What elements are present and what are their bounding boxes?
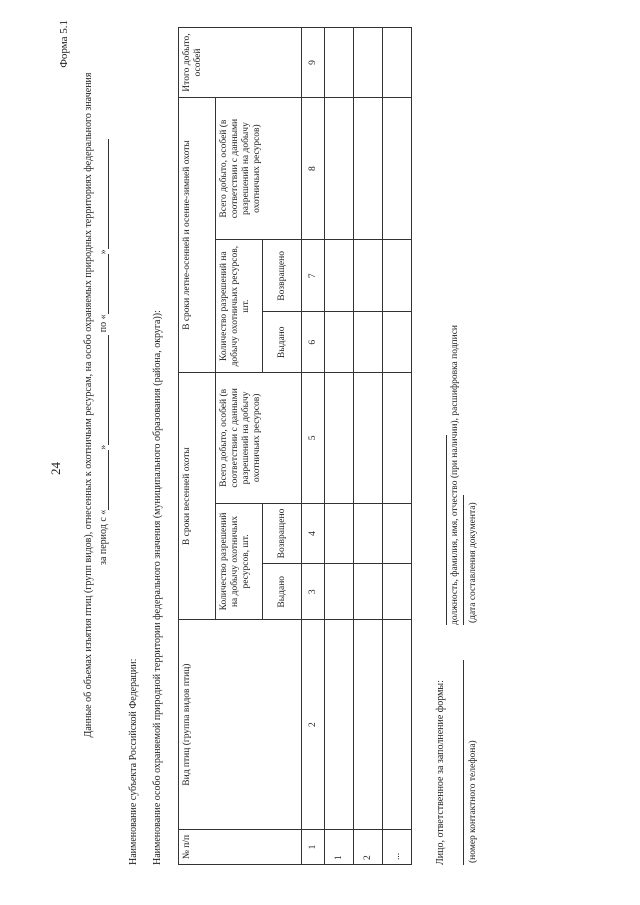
row-number: 1 [325, 830, 354, 865]
table-cell[interactable] [325, 97, 354, 239]
table-row [383, 28, 412, 865]
col-header-autumn: В сроки летне-осенней и осенне-зимней охоты [179, 97, 216, 372]
responsible-signature-line[interactable] [446, 435, 447, 625]
col-header-spring-harvested: Всего добыто, особей (в соответствии с данными разрешений на добычу охотничьих ресурсов) [216, 373, 302, 504]
column-number: 9 [302, 28, 325, 98]
table-cell[interactable] [383, 97, 412, 239]
form-number: Форма 5.1 [58, 20, 70, 68]
period-to-day-blank [98, 254, 109, 314]
col-header-spring-returned: Возвращено [263, 503, 302, 564]
row-number: 2 [354, 830, 383, 865]
col-header-spring-permits: Количество разрешений на добычу охотничьих ресурсов, шт. [216, 503, 263, 620]
table-cell[interactable] [383, 564, 412, 620]
column-numbers-row [302, 28, 325, 865]
col-header-autumn-returned: Возвращено [263, 240, 302, 312]
column-number: 2 [302, 620, 325, 830]
col-header-spring: В сроки весенней охоты [179, 373, 216, 620]
table-cell[interactable] [354, 620, 383, 830]
date-caption: (дата составления документа) [468, 502, 478, 623]
phone-line[interactable] [463, 660, 464, 865]
table-cell[interactable] [383, 28, 412, 98]
row-number: ... [383, 830, 412, 865]
table-cell[interactable] [354, 503, 383, 564]
period-quote2: » [98, 249, 109, 255]
col-header-species: Вид птиц (группа видов птиц) [179, 620, 302, 830]
col-header-no: № п/п [179, 830, 302, 865]
table-cell[interactable] [354, 312, 383, 373]
col-header-autumn-issued: Выдано [263, 312, 302, 373]
period-from-day-blank [98, 450, 109, 510]
column-number: 7 [302, 240, 325, 312]
table-cell[interactable] [383, 312, 412, 373]
table-cell[interactable] [325, 503, 354, 564]
period-from-month-blank [98, 335, 109, 445]
table-cell[interactable] [383, 240, 412, 312]
column-number: 1 [302, 830, 325, 865]
table-cell[interactable] [383, 503, 412, 564]
col-header-autumn-harvested: Всего добыто, особей (в соответствии с данными разрешений на добычу охотничьих ресурсов) [216, 97, 302, 239]
phone-caption: (номер контактного телефона) [468, 740, 478, 863]
table-cell[interactable] [325, 564, 354, 620]
col-header-autumn-permits: Количество разрешений на добычу охотничьих ресурсов, шт. [216, 240, 263, 373]
table-cell[interactable] [325, 312, 354, 373]
harvest-table [178, 27, 412, 865]
column-number: 6 [302, 312, 325, 373]
column-number: 4 [302, 503, 325, 564]
responsible-label: Лицо, ответственное за заполнение формы: [435, 680, 446, 865]
period-prefix: за период с « [98, 509, 109, 565]
responsible-caption: должность, фамилия, имя, отчество (при наличии), расшифровка подписи [450, 324, 460, 625]
subject-label: Наименование субъекта Российской Федерации: [128, 658, 139, 865]
table-row [325, 28, 354, 865]
table-cell[interactable] [325, 620, 354, 830]
col-header-spring-issued: Выдано [263, 564, 302, 620]
table-cell[interactable] [354, 564, 383, 620]
period-line [98, 139, 109, 565]
table-cell[interactable] [383, 373, 412, 504]
date-line[interactable] [463, 495, 464, 625]
table-cell[interactable] [354, 240, 383, 312]
col-header-total: Итого добыто, особей [179, 28, 302, 98]
table-cell[interactable] [325, 373, 354, 504]
page-number: 24 [48, 462, 63, 475]
document-title: Данные об объемах изъятия птиц (групп видов), отнесенных к охотничьим ресурсам, на особо охраняемых природных территориях федерального значения [83, 72, 94, 738]
territory-label: Наименование особо охраняемой природной территории федерального значения (муниципального образования (района, округа)): [152, 310, 163, 865]
period-quote1: » [98, 444, 109, 450]
column-number: 5 [302, 373, 325, 504]
period-to: по « [98, 314, 109, 333]
table-cell[interactable] [354, 373, 383, 504]
table-cell[interactable] [354, 28, 383, 98]
column-number: 8 [302, 97, 325, 239]
column-number: 3 [302, 564, 325, 620]
table-row [354, 28, 383, 865]
table-cell[interactable] [383, 620, 412, 830]
period-to-month-blank [98, 139, 109, 249]
table-cell[interactable] [325, 28, 354, 98]
table-cell[interactable] [325, 240, 354, 312]
table-cell[interactable] [354, 97, 383, 239]
